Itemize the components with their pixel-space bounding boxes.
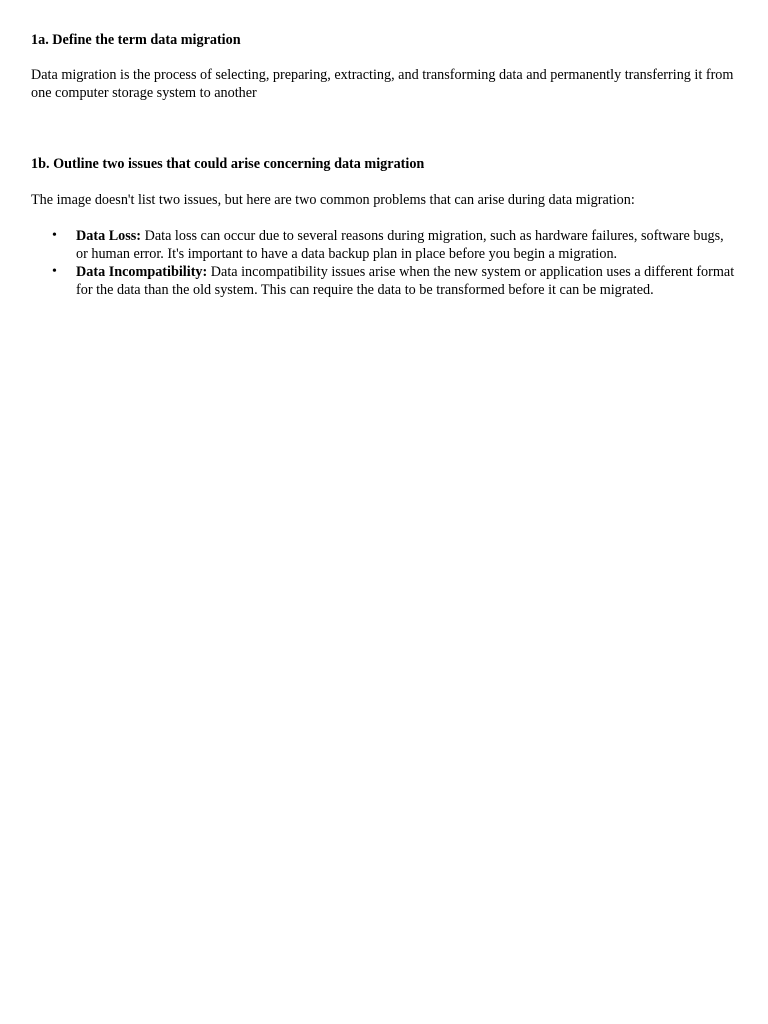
issue-text: Data loss can occur due to several reasons during migration, such as hardware failures, software bugs, or human error. It's important to have a data backup plan in place before you begin a migration. (76, 228, 724, 262)
heading-1b: 1b. Outline two issues that could arise concerning data migration (31, 156, 425, 172)
list-item (31, 227, 739, 263)
list-item (31, 263, 739, 299)
bullet-icon: • (52, 264, 57, 279)
issue-text: Data incompatibility issues arise when the new system or application uses a different format for the data than the old system. This can require the data to be transformed before it can be migrated. (76, 264, 735, 298)
issues-list (31, 227, 739, 299)
bullet-icon: • (52, 228, 57, 243)
heading-1a: 1a. Define the term data migration (31, 32, 241, 48)
document-page (31, 31, 739, 299)
issue-term: Data Incompatibility: (76, 264, 208, 280)
paragraph-1b-intro: The image doesn't list two issues, but here are two common problems that can arise during data migration: (31, 192, 635, 208)
paragraph-1a: Data migration is the process of selecting, preparing, extracting, and transforming data and permanently transferring it from one computer storage system to another (31, 67, 734, 101)
issue-term: Data Loss: (76, 228, 142, 244)
